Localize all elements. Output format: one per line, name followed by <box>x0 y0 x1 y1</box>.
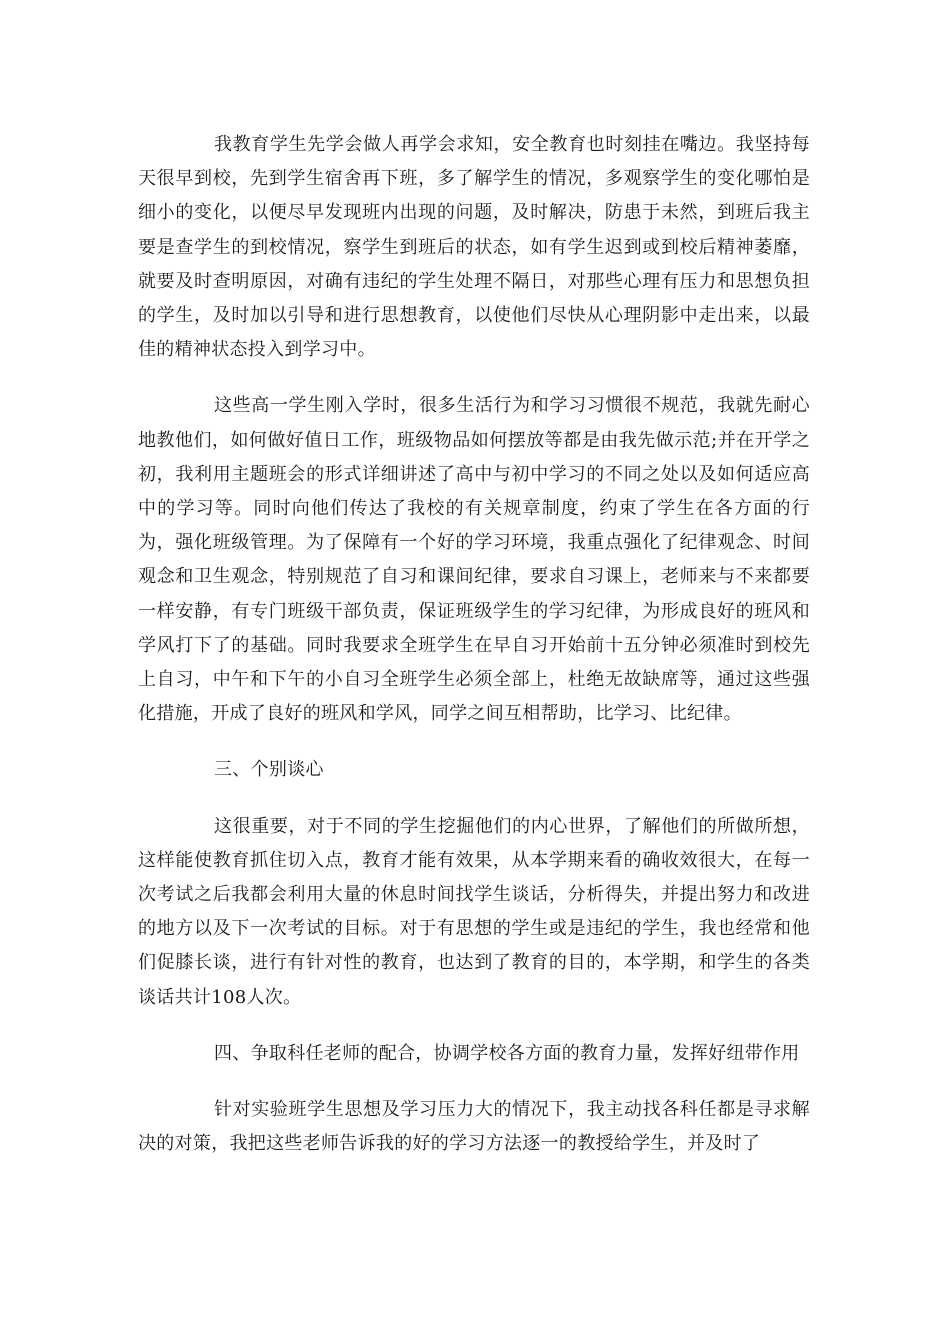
section-heading-teacher-cooperation: 四、争取科任老师的配合，协调学校各方面的教育力量，发挥好纽带作用 <box>214 1042 800 1064</box>
document-page <box>138 128 810 1161</box>
paragraph-spacer <box>138 367 810 389</box>
paragraph-class-management: 这些高一学生刚入学时，很多生活行为和学习习惯很不规范，我就先耐心地教他们，如何做好值日工作，班级物品如何摆放等都是由我先做示范;并在开学之初，我利用主题班会的形式详细讲述了高中与初中学习的不同之处以及如何适应高中的学习等。同时向他们传达了我校的有关规章制度，约束了学生在各方面的行为，强化班级管理。为了保障有一个好的学习环境，我重点强化了纪律观念、时间观念和卫生观念，特别规范了自习和课间纪律，要求自习课上，老师来与不来都要一样安静，有专门班级干部负责，保证班级学生的学习纪律，为形成良好的班风和学风打下了的基础。同时我要求全班学生在早自习开始前十五分钟必须准时到校先上自习，中午和下午的小自习全班学生必须全部上，杜绝无故缺席等，通过这些强化措施，开成了良好的班风和学风，同学之间互相帮助，比学习、比纪律。 <box>138 395 810 725</box>
paragraph-spacer <box>138 1071 810 1093</box>
paragraph-spacer <box>138 788 810 810</box>
paragraph-safety-education: 我教育学生先学会做人再学会求知，安全教育也时刻挂在嘴边。我坚持每天很早到校，先到学生宿舍再下班，多了解学生的情况，多观察学生的变化哪怕是细小的变化，以便尽早发现班内出现的问题，及时解决，防患于未然，到班后我主要是查学生的到校情况，察学生到班后的状态，如有学生迟到或到校后精神萎靡，就要及时查明原因，对确有违纪的学生处理不隔日，对那些心理有压力和思想负担的学生，及时加以引导和进行思想教育，以使他们尽快从心理阴影中走出来，以最佳的精神状态投入到学习中。 <box>138 134 810 361</box>
paragraph-teacher-cooperation: 针对实验班学生思想及学习压力大的情况下，我主动找各科任都是寻求解决的对策，我把这些老师告诉我的好的学习方法逐一的教授给学生，并及时了 <box>138 1099 810 1155</box>
section-heading-individual-talks: 三、个别谈心 <box>214 759 324 781</box>
paragraph-spacer <box>138 731 810 753</box>
paragraph-individual-talks: 这很重要，对于不同的学生挖掘他们的内心世界，了解他们的所做所想，这样能使教育抓住切入点，教育才能有效果，从本学期来看的确收效很大，在每一次考试之后我都会利用大量的休息时间找学生谈话，分析得失，并提出努力和改进的地方以及下一次考试的目标。对于有思想的学生或是违纪的学生，我也经常和他们促膝长谈，进行有针对性的教育，也达到了教育的目的，本学期，和学生的各类谈话共计108人次。 <box>138 815 810 1008</box>
paragraph-spacer <box>138 1015 810 1037</box>
